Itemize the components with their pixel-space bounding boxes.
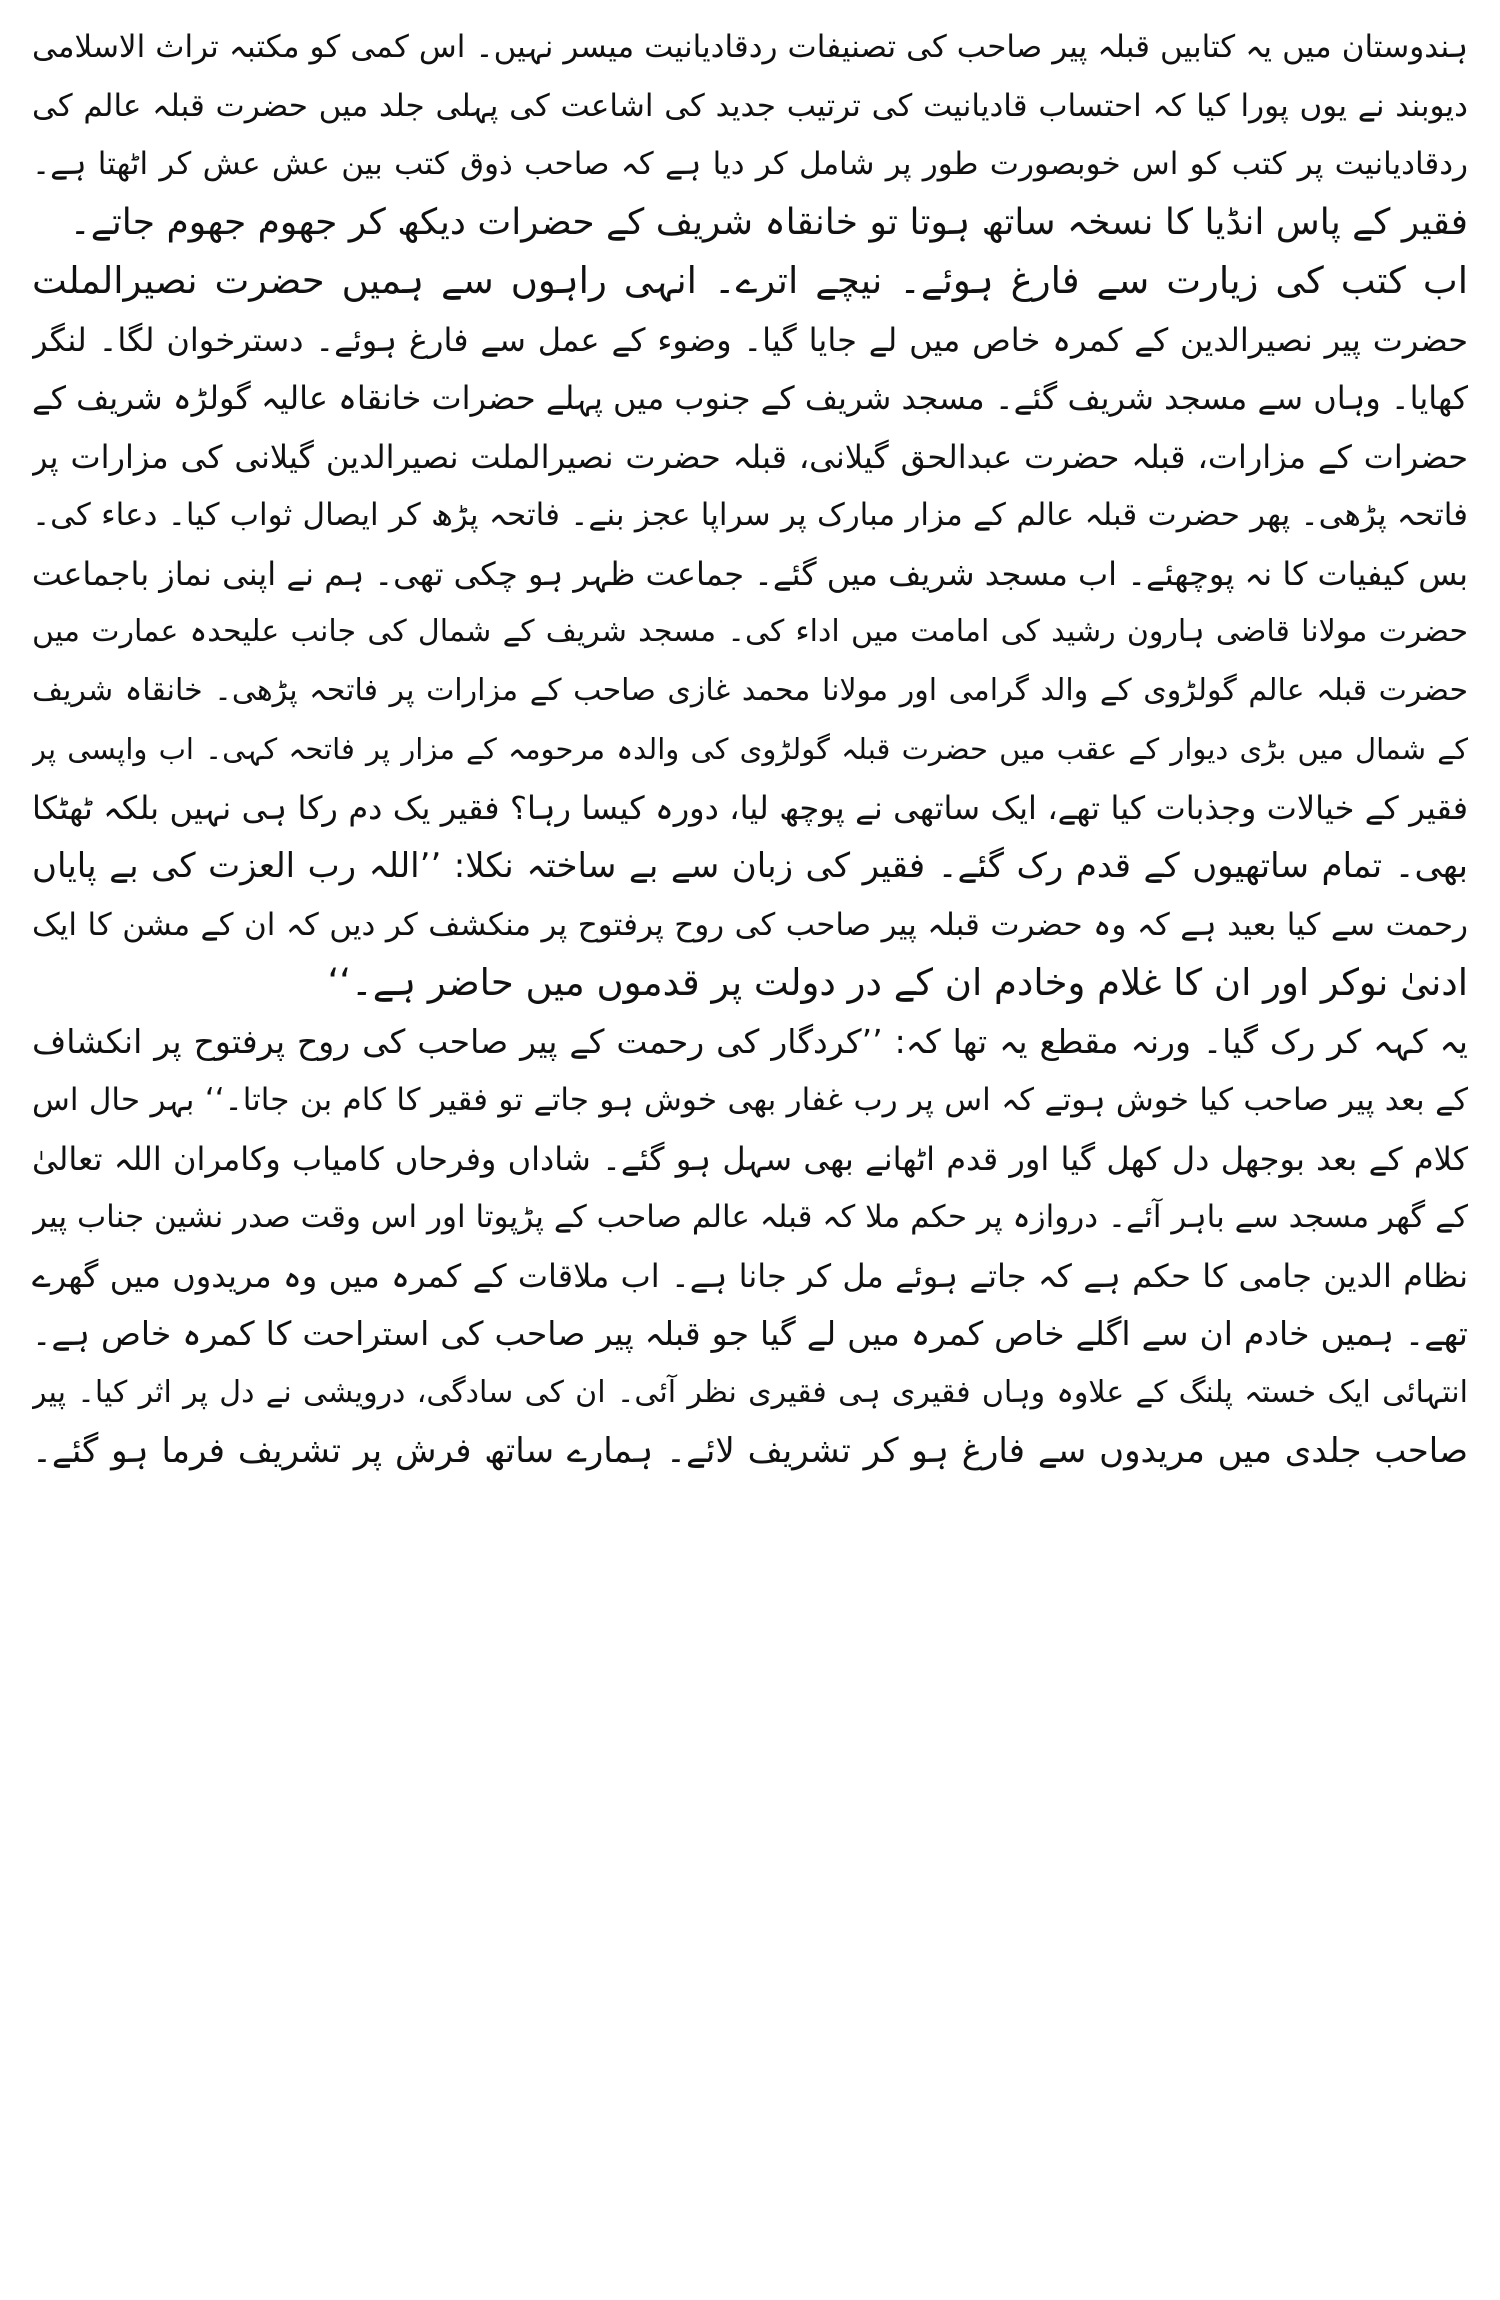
text-line: حضرت پیر نصیرالدین کے کمرہ خاص میں لے جایا گیا۔ وضوء کے عمل سے فارغ ہوئے۔ دسترخوان لگا۔ لنگر bbox=[32, 320, 1468, 359]
text-line: تھے۔ ہمیں خادم ان سے اگلے خاص کمرہ میں لے گیا جو قبلہ پیر صاحب کی استراحت کا کمرہ خاص ہے۔ bbox=[32, 1314, 1468, 1353]
text-line: فقیر کے خیالات وجذبات کیا تھے، ایک ساتھی نے پوچھ لیا، دورہ کیسا رہا؟ فقیر یک دم رکا ہی نہیں بلکہ ٹھٹکا bbox=[32, 788, 1468, 827]
text-line: ادنیٰ نوکر اور ان کا غلام وخادم ان کے در دولت پر قدموں میں حاضر ہے۔‘‘ bbox=[327, 961, 1468, 1004]
text-line: نظام الدین جامی کا حکم ہے کہ جاتے ہوئے مل کر جانا ہے۔ اب ملاقات کے کمرہ میں وہ مریدوں میں گھرے bbox=[32, 1256, 1468, 1295]
text-line: فقیر کے پاس انڈیا کا نسخہ ساتھ ہوتا تو خانقاہ شریف کے حضرات دیکھ کر جھوم جھوم جاتے۔ bbox=[69, 201, 1468, 243]
text-line: فاتحہ پڑھی۔ پھر حضرت قبلہ عالم کے مزار مبارک پر سراپا عجز بنے۔ فاتحہ پڑھ کر ایصال ثواب کیا۔ دعاء کی۔ bbox=[32, 497, 1468, 533]
text-line: یہ کہہ کر رک گیا۔ ورنہ مقطع یہ تھا کہ: ’’کردگار کی رحمت کے پیر صاحب کی روح پرفتوح پر انکشاف bbox=[32, 1021, 1468, 1061]
text-line: حضرت قبلہ عالم گولڑوی کے والد گرامی اور مولانا محمد غازی صاحب کے مزارات پر فاتحہ پڑھی۔ خانقاہ شریف bbox=[32, 672, 1468, 708]
text-line: اب کتب کی زیارت سے فارغ ہوئے۔ نیچے اترے۔ انہی راہوں سے ہمیں حضرت نصیرالملت bbox=[32, 259, 1468, 302]
text-line: بس کیفیات کا نہ پوچھئے۔ اب مسجد شریف میں گئے۔ جماعت ظہر ہو چکی تھی۔ ہم نے اپنی نماز باجماعت bbox=[32, 554, 1468, 593]
text-line: کلام کے بعد بوجھل دل کھل گیا اور قدم اٹھانے بھی سہل ہو گئے۔ شاداں وفرحاں کامیاب وکامران اللہ تعالیٰ bbox=[32, 1139, 1468, 1178]
text-line: ردقادیانیت پر کتب کو اس خوبصورت طور پر شامل کر دیا ہے کہ صاحب ذوق کتب بین عش عش کر اٹھتا ہے۔ bbox=[32, 146, 1468, 182]
text-line: کھایا۔ وہاں سے مسجد شریف گئے۔ مسجد شریف کے جنوب میں پہلے حضرات خانقاہ عالیہ گولڑہ شریف کے bbox=[32, 379, 1468, 417]
text-line: انتہائی ایک خستہ پلنگ کے علاوہ وہاں فقیری ہی فقیری نظر آئی۔ ان کی سادگی، درویشی نے دل پر اثر کیا۔ پیر bbox=[32, 1374, 1468, 1410]
text-line: ہندوستان میں یہ کتابیں قبلہ پیر صاحب کی تصنیفات ردقادیانیت میسر نہیں۔ اس کمی کو مکتبہ تراث الاسلامی bbox=[32, 29, 1468, 65]
text-line: کے شمال میں بڑی دیوار کے عقب میں حضرت قبلہ گولڑوی کی والدہ مرحومہ کے مزار پر فاتحہ کہی۔ اب واپسی پر bbox=[32, 732, 1468, 766]
text-line: کے گھر مسجد سے باہر آئے۔ دروازہ پر حکم ملا کہ قبلہ عالم صاحب کے پڑپوتا اور اس وقت صدر نشین جناب پیر bbox=[32, 1199, 1468, 1235]
text-line: حضرت مولانا قاضی ہارون رشید کی امامت میں اداء کی۔ مسجد شریف کے شمال کی جانب علیحدہ عمارت میں bbox=[32, 614, 1468, 649]
text-line: کے بعد پیر صاحب کیا خوش ہوتے کہ اس پر رب غفار بھی خوش ہو جاتے تو فقیر کا کام بن جاتا۔‘‘ بہر حال اس bbox=[32, 1082, 1468, 1118]
text-line: دیوبند نے یوں پورا کیا کہ احتساب قادیانیت کی ترتیب جدید کی اشاعت کی پہلی جلد میں حضرت قبلہ عالم کی bbox=[32, 87, 1468, 124]
text-line: بھی۔ تمام ساتھیوں کے قدم رک گئے۔ فقیر کی زبان سے بے ساختہ نکلا: ’’اللہ رب العزت کی بے پایاں bbox=[32, 846, 1468, 886]
document-page bbox=[32, 18, 1468, 2282]
text-line: حضرات کے مزارات، قبلہ حضرت عبدالحق گیلانی، قبلہ حضرت نصیرالملت نصیرالدین گیلانی کی مزارات پر bbox=[32, 437, 1468, 476]
text-line: صاحب جلدی میں مریدوں سے فارغ ہو کر تشریف لائے۔ ہمارے ساتھ فرش پر تشریف فرما ہو گئے۔ bbox=[32, 1431, 1468, 1471]
text-line: رحمت سے کیا بعید ہے کہ وہ حضرت قبلہ پیر صاحب کی روح پرفتوح پر منکشف کر دیں کہ ان کے مشن کا ایک bbox=[32, 906, 1468, 943]
